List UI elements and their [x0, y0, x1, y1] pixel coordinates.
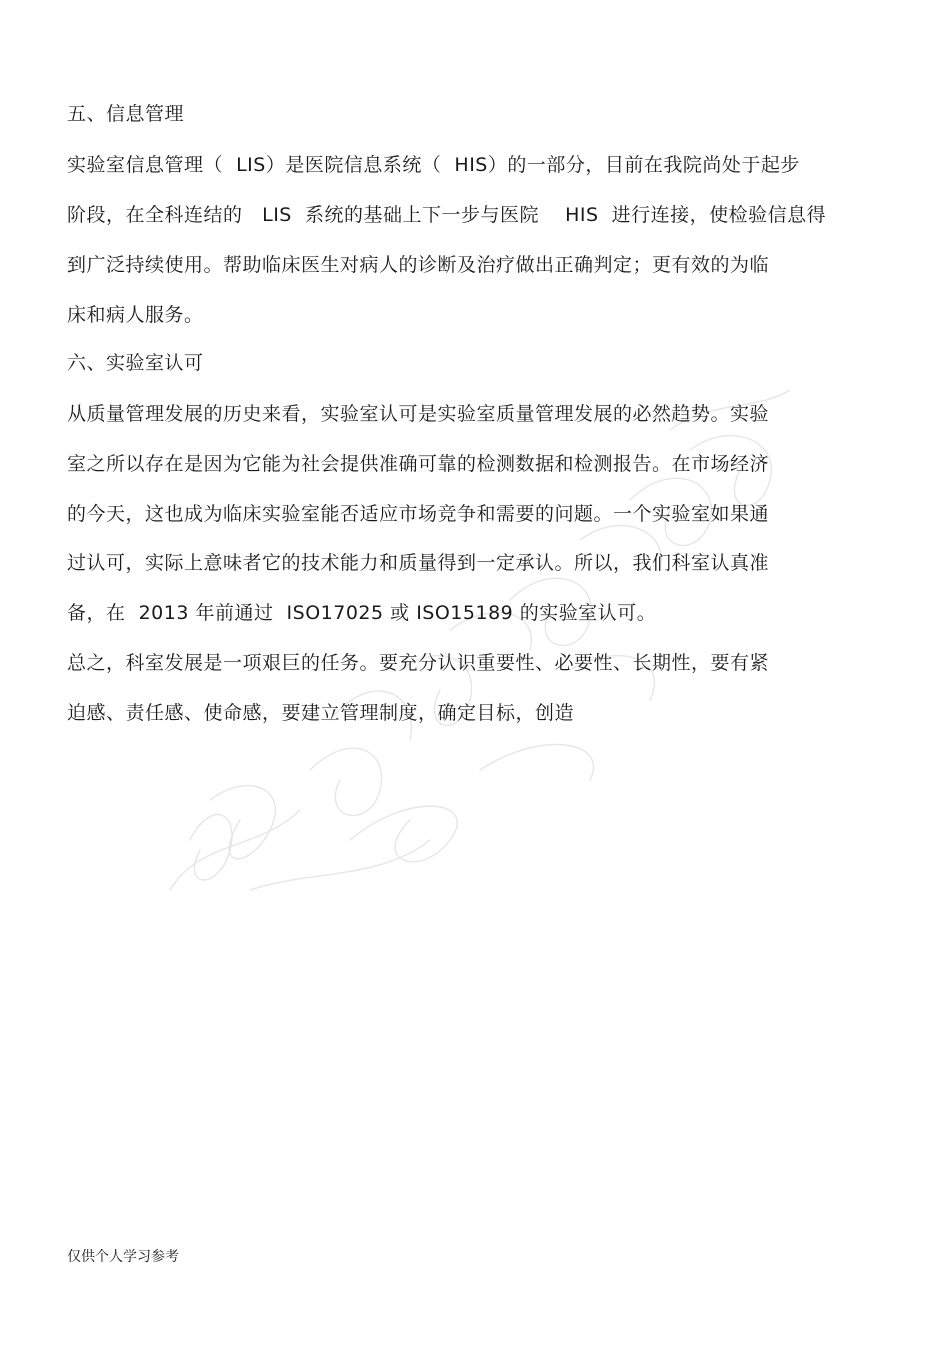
paragraph-line: 室之所以存在是因为它能为社会提供准确可靠的检测数据和检测报告。在市场经济	[67, 453, 770, 475]
paragraph-line: 过认可，实际上意味者它的技术能力和质量得到一定承认。所以，我们科室认真准	[67, 552, 770, 574]
paragraph-line: 到广泛持续使用。帮助临床医生对病人的诊断及治疗做出正确判定；更有效的为临	[67, 254, 770, 276]
section-heading-lab-accreditation: 六、实验室认可	[67, 352, 204, 374]
paragraph-line: 实验室信息管理（ LIS）是医院信息系统（ HIS）的一部分，目前在我院尚处于起步	[67, 154, 800, 176]
paragraph-line: 迫感、责任感、使命感，要建立管理制度，确定目标，创造	[67, 702, 575, 724]
paragraph-line: 的今天，这也成为临床实验室能否适应市场竞争和需要的问题。一个实验室如果通	[67, 503, 770, 525]
section-heading-info-management: 五、信息管理	[67, 103, 185, 125]
paragraph-line: 总之，科室发展是一项艰巨的任务。要充分认识重要性、必要性、长期性，要有紧	[67, 652, 770, 674]
paragraph-line: 备，在 2013 年前通过 ISO17025 或 ISO15189 的实验室认可。	[67, 602, 657, 624]
paragraph-line: 阶段，在全科连结的 LIS 系统的基础上下一步与医院 HIS 进行连接，使检验信息得	[67, 204, 827, 226]
paragraph-line: 床和病人服务。	[67, 304, 204, 326]
paragraph-line: 从质量管理发展的历史来看，实验室认可是实验室质量管理发展的必然趋势。实验	[67, 403, 770, 425]
page-footer: 仅供个人学习参考	[67, 1249, 179, 1265]
